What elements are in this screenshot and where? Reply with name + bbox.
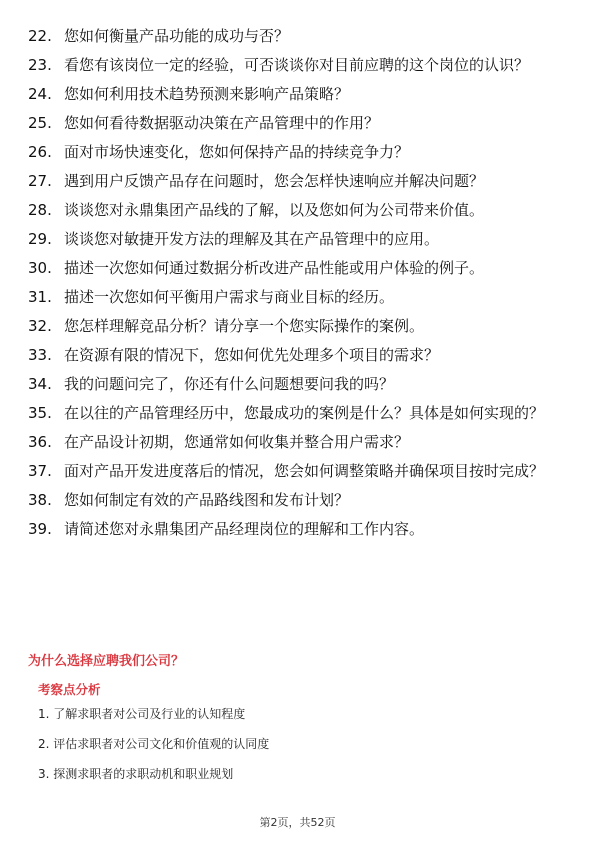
- question-number: 35.: [28, 404, 52, 422]
- question-item: [28, 286, 573, 308]
- question-item: [28, 402, 573, 424]
- question-item: [28, 141, 573, 163]
- question-item: [28, 257, 573, 279]
- question-number: 32.: [28, 317, 52, 335]
- question-text: 请简述您对永鼎集团产品经理岗位的理解和工作内容。: [64, 520, 425, 538]
- question-list: [28, 25, 573, 547]
- analysis-title: 考察点分析: [38, 682, 101, 697]
- analysis-point: 2. 评估求职者对公司文化和价值观的认同度: [38, 737, 270, 751]
- question-number: 33.: [28, 346, 52, 364]
- question-number: 37.: [28, 462, 52, 480]
- question-text: 您如何利用技术趋势预测来影响产品策略？: [64, 85, 350, 103]
- question-text: 面对产品开发进度落后的情况，您会如何调整策略并确保项目按时完成？: [64, 462, 545, 480]
- question-text: 谈谈您对敏捷开发方法的理解及其在产品管理中的应用。: [64, 230, 440, 248]
- question-item: [28, 518, 573, 540]
- question-item: [28, 373, 573, 395]
- question-number: 36.: [28, 433, 52, 451]
- question-item: [28, 25, 573, 47]
- question-item: [28, 112, 573, 134]
- question-text: 在资源有限的情况下，您如何优先处理多个项目的需求？: [64, 346, 440, 364]
- question-number: 23.: [28, 56, 52, 74]
- page-footer: 第2页，共52页: [259, 816, 336, 829]
- question-number: 30.: [28, 259, 52, 277]
- question-text: 您如何看待数据驱动决策在产品管理中的作用？: [64, 114, 380, 132]
- question-item: [28, 315, 573, 337]
- question-text: 谈谈您对永鼎集团产品线的了解，以及您如何为公司带来价值。: [64, 201, 485, 219]
- question-text: 我的问题问完了，你还有什么问题想要问我的吗？: [64, 375, 395, 393]
- question-text: 描述一次您如何通过数据分析改进产品性能或用户体验的例子。: [64, 259, 485, 277]
- question-text: 您怎样理解竞品分析？请分享一个您实际操作的案例。: [64, 317, 425, 335]
- question-number: 27.: [28, 172, 52, 190]
- question-number: 31.: [28, 288, 52, 306]
- question-number: 24.: [28, 85, 52, 103]
- question-text: 在产品设计初期，您通常如何收集并整合用户需求？: [64, 433, 410, 451]
- question-text: 面对市场快速变化，您如何保持产品的持续竞争力？: [64, 143, 410, 161]
- question-item: [28, 489, 573, 511]
- analysis-point: 1. 了解求职者对公司及行业的认知程度: [38, 707, 246, 721]
- question-item: [28, 83, 573, 105]
- question-text: 您如何衡量产品功能的成功与否？: [64, 27, 290, 45]
- question-text: 在以往的产品管理经历中，您最成功的案例是什么？具体是如何实现的？: [64, 404, 545, 422]
- analysis-point: 3. 探测求职者的求职动机和职业规划: [38, 767, 234, 781]
- question-number: 39.: [28, 520, 52, 538]
- question-number: 25.: [28, 114, 52, 132]
- question-item: [28, 460, 573, 482]
- question-text: 遇到用户反馈产品存在问题时，您会怎样快速响应并解决问题？: [64, 172, 485, 190]
- question-number: 28.: [28, 201, 52, 219]
- question-item: [28, 431, 573, 453]
- question-text: 描述一次您如何平衡用户需求与商业目标的经历。: [64, 288, 395, 306]
- question-number: 38.: [28, 491, 52, 509]
- question-text: 您如何制定有效的产品路线图和发布计划？: [64, 491, 350, 509]
- question-item: [28, 170, 573, 192]
- analysis-point-list: [38, 705, 269, 795]
- question-text: 看您有该岗位一定的经验，可否谈谈你对目前应聘的这个岗位的认识？: [64, 56, 530, 74]
- question-item: [28, 54, 573, 76]
- question-number: 26.: [28, 143, 52, 161]
- question-item: [28, 228, 573, 250]
- question-item: [28, 199, 573, 221]
- question-number: 34.: [28, 375, 52, 393]
- question-item: [28, 344, 573, 366]
- question-number: 22.: [28, 27, 52, 45]
- question-number: 29.: [28, 230, 52, 248]
- section-title: 为什么选择应聘我们公司？: [28, 654, 185, 669]
